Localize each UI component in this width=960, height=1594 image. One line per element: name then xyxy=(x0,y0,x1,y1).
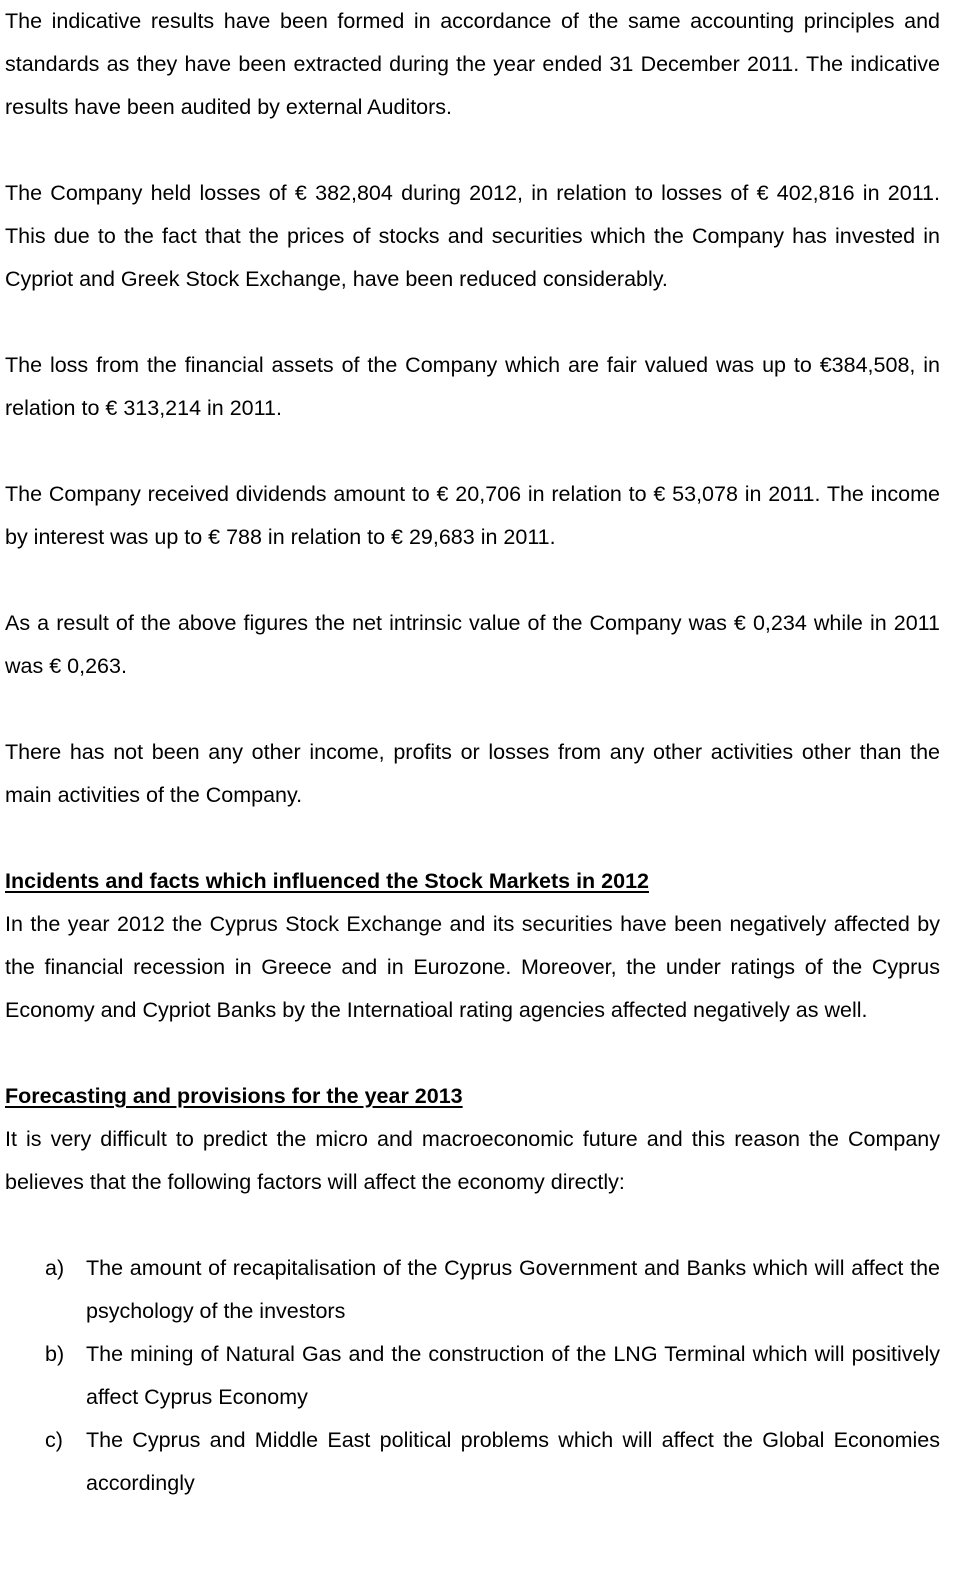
list-marker: c) xyxy=(45,1428,63,1452)
list-item xyxy=(5,1247,940,1333)
paragraph-gap xyxy=(5,129,940,172)
paragraph-intrinsic-value: As a result of the above figures the net intrinsic value of the Company was € 0,234 while in 2011 was € 0,263. xyxy=(5,611,940,678)
section-body-incidents: In the year 2012 the Cyprus Stock Exchange and its securities have been negatively affected by the financial recession in Greece and in Eurozone. Moreover, the under ratings of the Cyprus Economy and Cypriot Banks by the Internatioal rating agencies affected negatively as well. xyxy=(5,912,940,1022)
paragraph-gap xyxy=(5,1204,940,1247)
list-marker: b) xyxy=(45,1342,65,1366)
section-body-forecast: It is very difficult to predict the micro and macroeconomic future and this reason the Company believes that the following factors will affect the economy directly: xyxy=(5,1127,940,1194)
paragraph-company-losses: The Company held losses of € 382,804 during 2012, in relation to losses of € 402,816 in 2011. This due to the fact that the prices of stocks and securities which the Company has invested in Cypriot and Greek Stock Exchange, have been reduced considerably. xyxy=(5,181,940,291)
list-item-text: The amount of recapitalisation of the Cyprus Government and Banks which will affect the psychology of the investors xyxy=(86,1256,940,1323)
paragraph-gap xyxy=(5,559,940,602)
forecast-factor-list xyxy=(5,1247,940,1505)
section-heading-incidents: Incidents and facts which influenced the Stock Markets in 2012 xyxy=(5,869,649,893)
paragraph-gap xyxy=(5,688,940,731)
paragraph-gap xyxy=(5,430,940,473)
list-item-text: The Cyprus and Middle East political problems which will affect the Global Economies accordingly xyxy=(86,1428,940,1495)
paragraph-financial-assets-loss: The loss from the financial assets of the Company which are fair valued was up to €384,508, in relation to € 313,214 in 2011. xyxy=(5,353,940,420)
list-item-text: The mining of Natural Gas and the construction of the LNG Terminal which will positively affect Cyprus Economy xyxy=(86,1342,940,1409)
paragraph-dividends-interest: The Company received dividends amount to € 20,706 in relation to € 53,078 in 2011. The income by interest was up to € 788 in relation to € 29,683 in 2011. xyxy=(5,482,940,549)
paragraph-gap xyxy=(5,1032,940,1075)
paragraph-gap xyxy=(5,817,940,860)
list-marker: a) xyxy=(45,1256,65,1280)
section-heading-forecast: Forecasting and provisions for the year 2013 xyxy=(5,1084,463,1108)
paragraph-other-income: There has not been any other income, profits or losses from any other activities other than the main activities of the Company. xyxy=(5,740,940,807)
list-item xyxy=(5,1419,940,1505)
paragraph-indicative-results: The indicative results have been formed in accordance of the same accounting principles and standards as they have been extracted during the year ended 31 December 2011. The indicative results have been audited by external Auditors. xyxy=(5,9,940,119)
paragraph-gap xyxy=(5,301,940,344)
document-page xyxy=(5,0,940,1505)
list-item xyxy=(5,1333,940,1419)
